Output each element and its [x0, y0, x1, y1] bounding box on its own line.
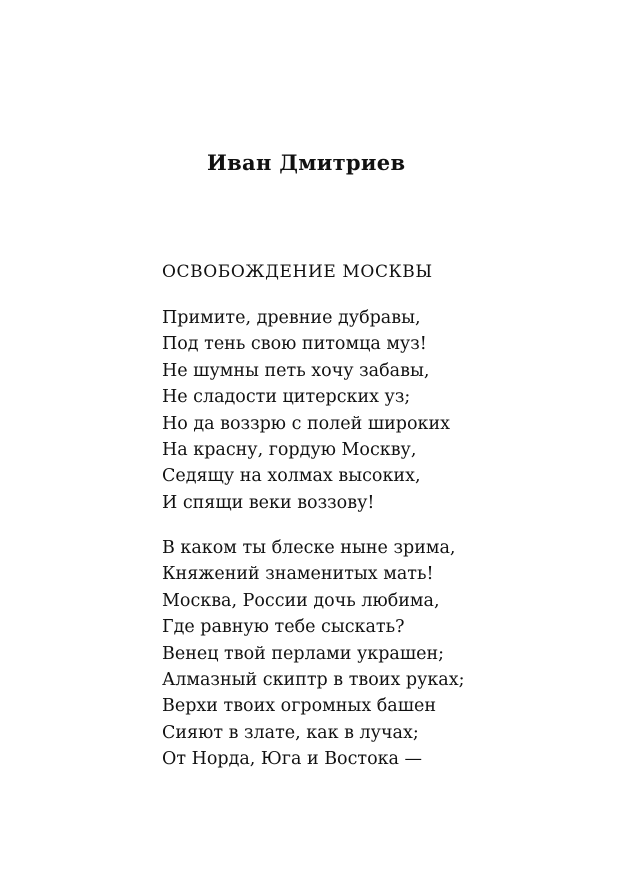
poem-line: Москва, России дочь любима,	[162, 590, 440, 611]
stanza-2	[162, 535, 465, 773]
stanza-1	[162, 305, 450, 516]
poem-line: Верхи твоих огромных башен	[162, 696, 437, 717]
poem-line: Под тень свою питомца муз!	[162, 334, 427, 355]
poem-line: Венец твой перлами украшен;	[162, 643, 445, 664]
poem-line: От Норда, Юга и Востока —	[162, 749, 423, 770]
poem-line: Княжений знаменитых мать!	[162, 564, 434, 585]
poem-line: Не сладости цитерских уз;	[162, 387, 411, 408]
poem-line: Где равную тебе сыскать?	[162, 617, 405, 638]
poem-line: Не шумны петь хочу забавы,	[162, 360, 430, 381]
author-name: Иван Дмитриев	[207, 150, 406, 175]
poem-line: Сияют в злате, как в лучах;	[162, 722, 419, 743]
poem-line: И спящи веки воззову!	[162, 492, 375, 513]
poem-line: Седящу на холмах высоких,	[162, 466, 421, 487]
poem-line: В каком ты блеске ныне зрима,	[162, 538, 456, 558]
poem-line: Примите, древние дубравы,	[162, 308, 421, 328]
poem-line: Алмазный скиптр в твоих руках;	[162, 670, 465, 691]
poem-line: На красну, гордую Москву,	[162, 440, 417, 461]
poem-title: ОСВОБОЖДЕНИЕ МОСКВЫ	[162, 262, 433, 282]
poem-line: Но да воззрю с полей широких	[162, 413, 451, 434]
